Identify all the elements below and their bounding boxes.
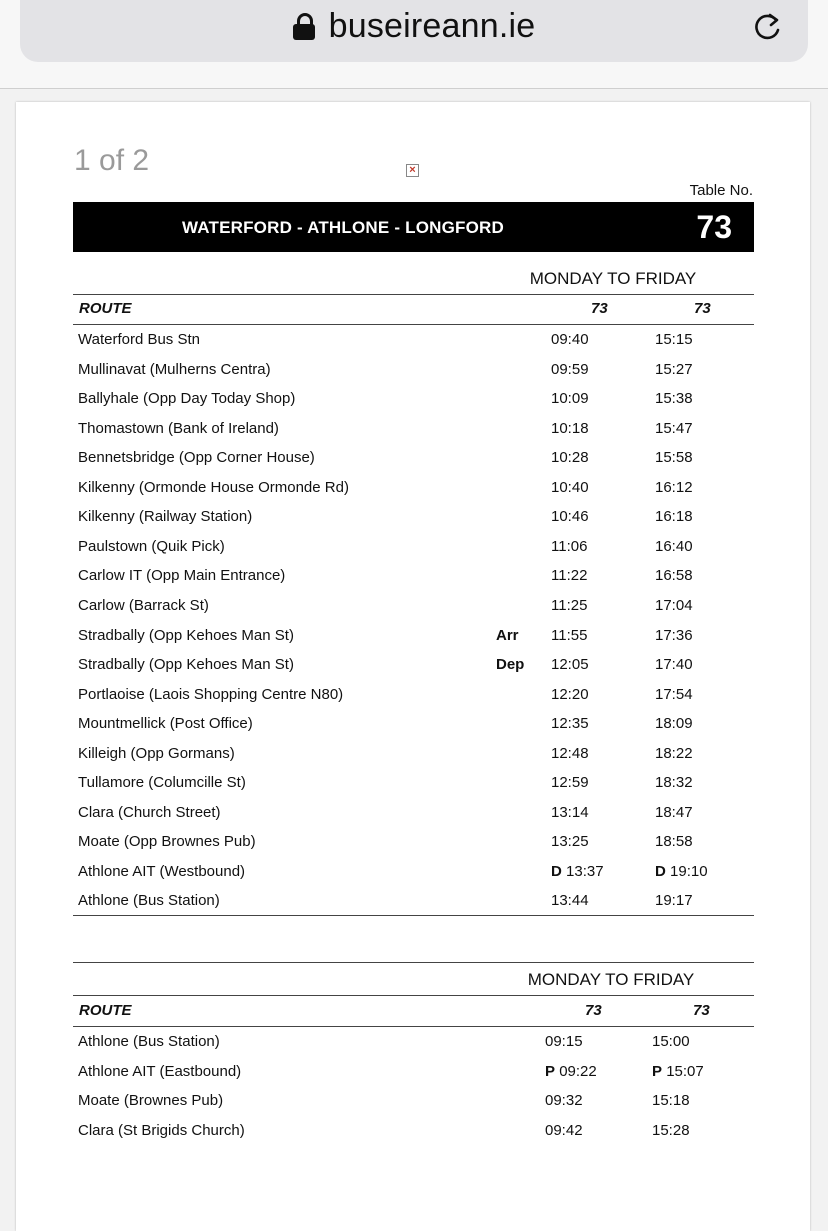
table-row — [73, 420, 754, 450]
departure-time-cell — [655, 745, 693, 762]
table-row — [73, 833, 754, 863]
stop-name: Clara (Church Street) — [78, 803, 221, 821]
table-row — [73, 1063, 754, 1093]
stop-name: Paulstown (Quik Pick) — [78, 537, 225, 555]
timetable-section — [73, 962, 754, 1142]
departure-time: 18:47 — [655, 803, 693, 821]
departure-time: 15:27 — [655, 360, 693, 378]
table-row — [73, 686, 754, 716]
departure-time: 17:40 — [655, 656, 693, 674]
departure-time-cell — [652, 1063, 704, 1080]
day-label: MONDAY TO FRIDAY — [527, 970, 695, 989]
departure-time: 09:59 — [551, 360, 589, 378]
departure-time-cell — [655, 804, 693, 821]
divider — [73, 962, 754, 963]
departure-time: 10:18 — [551, 419, 589, 437]
divider — [73, 915, 754, 916]
departure-time: 17:04 — [655, 596, 693, 614]
table-number: 73 — [696, 209, 732, 245]
stop-name: Moate (Brownes Pub) — [78, 1092, 224, 1110]
departure-time-cell — [655, 449, 693, 466]
departure-time: 15:18 — [652, 1092, 690, 1110]
stop-name: Carlow IT (Opp Main Entrance) — [78, 567, 286, 585]
table-row — [73, 892, 754, 922]
stop-flag: P — [545, 1062, 556, 1080]
departure-time-cell — [551, 508, 589, 525]
stop-name: Thomastown (Bank of Ireland) — [78, 419, 279, 437]
stop-flag: D — [655, 862, 666, 880]
departure-time-cell — [551, 833, 589, 850]
stop-name: Athlone AIT (Eastbound) — [78, 1062, 242, 1080]
departure-time: 18:22 — [655, 744, 693, 762]
departure-time-cell — [551, 686, 589, 703]
departure-time: 09:32 — [545, 1092, 583, 1110]
table-row — [73, 479, 754, 509]
stop-name: Stradbally (Opp Kehoes Man St) — [78, 626, 294, 644]
departure-time-cell — [551, 863, 604, 880]
stop-name: Moate (Opp Brownes Pub) — [78, 833, 256, 851]
table-row — [73, 508, 754, 538]
departure-time: 18:58 — [655, 833, 693, 851]
departure-time-cell — [655, 390, 693, 407]
table-row — [73, 331, 754, 361]
departure-time: 11:55 — [551, 626, 588, 644]
stop-flag: P — [652, 1062, 663, 1080]
departure-time-cell — [551, 449, 589, 466]
divider — [73, 294, 754, 295]
departure-time: 10:40 — [551, 478, 589, 496]
departure-time-cell — [655, 833, 693, 850]
departure-time: 15:47 — [655, 419, 693, 437]
departure-time: 16:18 — [655, 508, 693, 526]
broken-image-icon: × — [406, 164, 419, 177]
timetable-section — [73, 265, 754, 915]
departure-time-cell — [655, 715, 693, 732]
stop-name: Waterford Bus Stn — [78, 331, 200, 348]
departure-time: 11:25 — [551, 596, 588, 614]
departure-time-cell — [545, 1122, 583, 1139]
table-row — [73, 1122, 754, 1152]
route-number: 73 — [585, 1002, 602, 1019]
departure-time: 11:22 — [551, 567, 588, 585]
table-row — [73, 804, 754, 834]
table-row — [73, 538, 754, 568]
departure-time: 09:42 — [545, 1121, 583, 1139]
departure-time: 13:37 — [566, 862, 604, 880]
departure-time-cell — [551, 331, 589, 348]
departure-time-cell — [655, 479, 693, 496]
table-row — [73, 1092, 754, 1122]
departure-time: 15:28 — [652, 1121, 690, 1139]
table-row — [73, 567, 754, 597]
departure-time-cell — [652, 1033, 690, 1050]
route-number: 73 — [694, 300, 711, 317]
departure-time: 09:40 — [551, 331, 589, 348]
departure-time: 10:09 — [551, 390, 589, 408]
stop-name: Athlone (Bus Station) — [78, 892, 220, 910]
departure-time-cell — [655, 538, 693, 555]
departure-time-cell — [652, 1122, 690, 1139]
stop-name: Carlow (Barrack St) — [78, 596, 209, 614]
departure-time: 15:15 — [655, 331, 693, 348]
departure-time: 10:28 — [551, 449, 589, 467]
stop-flag: D — [551, 862, 562, 880]
stop-name: Clara (St Brigids Church) — [78, 1121, 245, 1139]
stop-name: Killeigh (Opp Gormans) — [78, 744, 235, 762]
table-row — [73, 390, 754, 420]
table-row — [73, 863, 754, 893]
day-label: MONDAY TO FRIDAY — [529, 269, 697, 288]
stop-name: Mountmellick (Post Office) — [78, 715, 253, 733]
stop-name: Bennetsbridge (Opp Corner House) — [78, 449, 315, 467]
departure-time: 15:58 — [655, 449, 693, 467]
departure-time: 18:09 — [655, 715, 693, 733]
departure-time-cell — [655, 863, 708, 880]
table-row — [73, 1033, 754, 1063]
reload-icon[interactable] — [750, 8, 786, 44]
departure-time-cell — [655, 627, 693, 644]
table-row — [73, 745, 754, 775]
departure-time-cell — [655, 892, 693, 909]
divider — [73, 324, 754, 325]
departure-time-cell — [551, 656, 589, 673]
departure-time-cell — [655, 361, 693, 378]
arr-dep-marker: Dep — [496, 656, 525, 674]
table-row — [73, 449, 754, 479]
departure-time: 13:44 — [551, 892, 589, 910]
departure-time: 15:07 — [666, 1062, 704, 1080]
departure-time: 10:46 — [551, 508, 589, 526]
browser-toolbar — [0, 0, 828, 89]
departure-time: 09:15 — [545, 1033, 583, 1050]
departure-time-cell — [551, 715, 589, 732]
route-number: 73 — [591, 300, 608, 317]
departure-time-cell — [655, 331, 693, 348]
departure-time-cell — [551, 627, 587, 644]
departure-time-cell — [545, 1063, 597, 1080]
stop-name: Kilkenny (Ormonde House Ormonde Rd) — [78, 478, 349, 496]
departure-time: 16:40 — [655, 537, 693, 555]
departure-time-cell — [545, 1033, 583, 1050]
departure-time: 15:00 — [652, 1033, 690, 1050]
table-row — [73, 361, 754, 391]
stop-name: Stradbally (Opp Kehoes Man St) — [78, 656, 294, 674]
departure-time: 12:20 — [551, 685, 589, 703]
departure-time: 17:54 — [655, 685, 693, 703]
stop-name: Athlone (Bus Station) — [78, 1033, 220, 1050]
departure-time: 12:35 — [551, 715, 589, 733]
departure-time: 09:22 — [559, 1062, 597, 1080]
departure-time-cell — [652, 1092, 690, 1109]
table-no-label: Table No. — [689, 182, 753, 199]
departure-time: 18:32 — [655, 774, 693, 792]
table-row — [73, 627, 754, 657]
stop-name: Tullamore (Columcille St) — [78, 774, 246, 792]
stop-name: Mullinavat (Mulherns Centra) — [78, 360, 271, 378]
departure-time-cell — [655, 774, 693, 791]
lock-icon — [293, 13, 315, 39]
departure-time-cell — [551, 479, 589, 496]
route-label: ROUTE — [79, 300, 132, 317]
departure-time-cell — [655, 686, 693, 703]
departure-time: 11:06 — [551, 537, 588, 555]
departure-time-cell — [655, 656, 693, 673]
stop-name: Athlone AIT (Westbound) — [78, 862, 246, 880]
departure-time: 17:36 — [655, 626, 693, 644]
url-text[interactable]: buseireann.ie — [328, 6, 536, 45]
departure-time: 12:59 — [551, 774, 589, 792]
departure-time-cell — [551, 804, 589, 821]
route-banner — [73, 202, 754, 252]
page-count: 1 of 2 — [74, 144, 150, 177]
departure-time: 19:10 — [670, 862, 708, 880]
route-number: 73 — [693, 1002, 710, 1019]
departure-time-cell — [655, 508, 693, 525]
departure-time: 19:17 — [655, 892, 693, 910]
departure-time: 16:12 — [655, 478, 693, 496]
departure-time: 12:05 — [551, 656, 589, 674]
departure-time: 16:58 — [655, 567, 693, 585]
divider — [73, 995, 754, 996]
departure-time-cell — [655, 420, 693, 437]
departure-time-cell — [551, 745, 589, 762]
departure-time-cell — [655, 567, 693, 584]
table-row — [73, 597, 754, 627]
departure-time-cell — [545, 1092, 583, 1109]
departure-time: 13:14 — [551, 803, 589, 821]
departure-time: 13:25 — [551, 833, 589, 851]
departure-time-cell — [551, 774, 589, 791]
address-bar[interactable] — [20, 0, 808, 62]
pdf-page — [16, 102, 810, 1231]
table-row — [73, 715, 754, 745]
departure-time-cell — [551, 361, 589, 378]
departure-time-cell — [551, 567, 587, 584]
departure-time-cell — [551, 892, 589, 909]
table-row — [73, 656, 754, 686]
table-row — [73, 774, 754, 804]
departure-time: 15:38 — [655, 390, 693, 408]
departure-time-cell — [551, 390, 589, 407]
stop-name: Kilkenny (Railway Station) — [78, 508, 253, 526]
arr-dep-marker: Arr — [496, 626, 519, 644]
departure-time-cell — [655, 597, 693, 614]
stop-name: Ballyhale (Opp Day Today Shop) — [78, 390, 296, 408]
banner-title: WATERFORD - ATHLONE - LONGFORD — [181, 218, 505, 237]
departure-time-cell — [551, 538, 587, 555]
route-label: ROUTE — [79, 1002, 132, 1019]
departure-time-cell — [551, 420, 589, 437]
divider — [73, 1026, 754, 1027]
stop-name: Portlaoise (Laois Shopping Centre N80) — [78, 685, 344, 703]
departure-time-cell — [551, 597, 587, 614]
departure-time: 12:48 — [551, 744, 589, 762]
